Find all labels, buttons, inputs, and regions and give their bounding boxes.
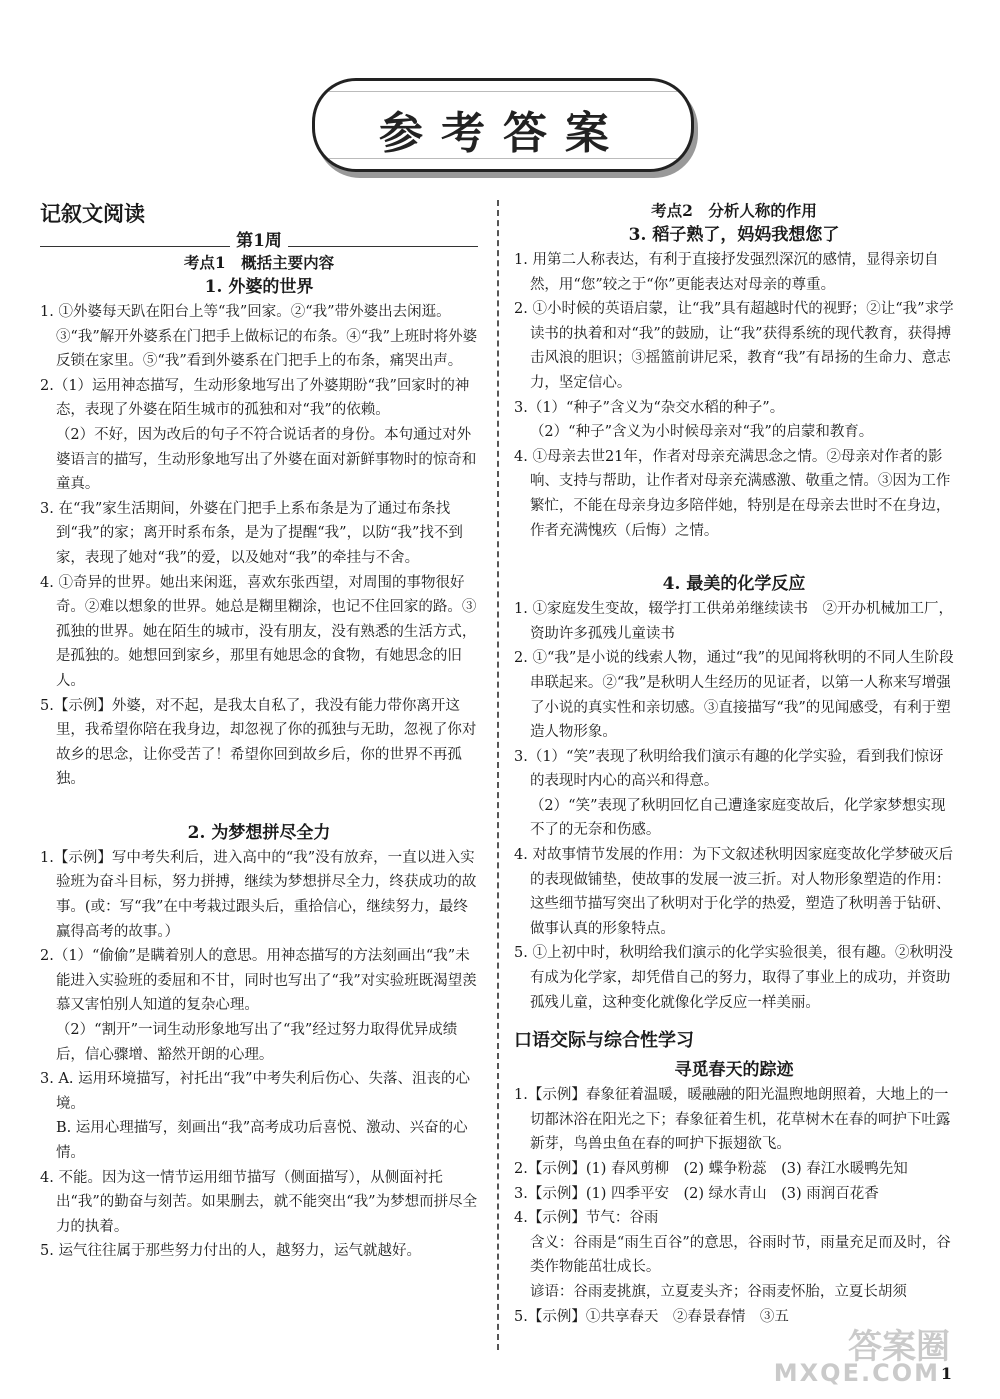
week-label: 第1周: [236, 231, 282, 251]
answer-paragraph: 3. 在“我”家生活期间，外婆在门把手上系布条是为了通过布条找到“我”的家；离开时系布条，是为了提醒“我”，以防“我”找不到家，表现了她对“我”的爱，以及她对“我”的牵挂与不舍。: [40, 500, 463, 566]
answer-paragraph: 5. 运气往往属于那些努力付出的人，越努力，运气就越好。: [40, 1243, 421, 1260]
article-title-1: 1. 外婆的世界: [204, 277, 314, 297]
article-title-3: 3. 稻子熟了，妈妈我想您了: [628, 225, 840, 245]
answer-paragraph: 3. A. 运用环境描写，衬托出“我”中考失利后伤心、失落、沮丧的心境。: [40, 1071, 470, 1112]
answer-paragraph: 3.【示例】(1) 四季平安 (2) 绿水青山 (3) 雨润百花香: [514, 1185, 879, 1202]
week-rule-left: [40, 236, 230, 247]
answer-paragraph: 2.（1）运用神态描写，生动形象地写出了外婆期盼“我”回家时的神态，表现了外婆在陌生城市的孤独和对“我”的依赖。: [40, 377, 470, 419]
left-column: [40, 200, 478, 1264]
title-box: [312, 78, 694, 172]
answer-paragraph: 5. ①上初中时，秋明给我们演示的化学实验很美，很有趣。②秋明没有成为化学家，却凭借自己的努力，取得了事业上的成功，并资助孤残儿童，这种变化就像化学反应一样美丽。: [514, 945, 953, 1011]
answer-paragraph: 5.【示例】①共享春天 ②春景春情 ③五: [514, 1308, 789, 1325]
answer-paragraph: 谚语：谷雨麦挑旗，立夏麦头齐；谷雨麦怀胎，立夏长胡须: [529, 1283, 907, 1300]
kaodian-1: 考点1 概括主要内容: [183, 253, 335, 272]
answer-paragraph: 4. 对故事情节发展的作用：为下文叙述秋明因家庭变故化学梦破灭后的表现做铺垫，使故事的发展一波三折。对人物形象塑造的作用：这些细节描写突出了秋明对于化学的热爱，塑造了秋明善于钻研、做事认真的形象特点。: [514, 847, 953, 937]
answer-paragraph: 3.（1）“种子”含义为“杂交水稻的种子”。: [514, 399, 785, 416]
answer-paragraph: 1.【示例】春象征着温暖，暖融融的阳光温煦地朗照着，大地上的一切都沐浴在阳光之下；春象征着生机，花草树木在春的呵护下吐露新芽，鸟兽虫鱼在春的呵护下振翅欲飞。: [514, 1087, 951, 1153]
answer-paragraph: 4.【示例】节气：谷雨: [514, 1210, 659, 1227]
article-title-4: 4. 最美的化学反应: [662, 574, 806, 595]
column-divider: [497, 200, 499, 1350]
answer-paragraph: 含义：谷雨是“雨生百谷”的意思，谷雨时节，雨量充足而及时，谷类作物能茁壮成长。: [529, 1234, 951, 1276]
right-column: [514, 200, 954, 1329]
article-title-2: 2. 为梦想拼尽全力: [187, 822, 331, 843]
answer-paragraph: （2）“割开”一词生动形象地写出了“我”经过努力取得优异成绩后，信心骤增、豁然开朗的心理。: [55, 1022, 458, 1063]
answer-paragraph: （2）“笑”表现了秋明回忆自己遭逢家庭变故后，化学家梦想实现不了的无奈和伤感。: [529, 797, 946, 839]
kaodian-2: 考点2 分析人称的作用: [651, 201, 817, 220]
answer-paragraph: 4. ①奇异的世界。她出来闲逛，喜欢东张西望，对周围的事物很好奇。②难以想象的世界。她总是糊里糊涂，也记不住回家的路。③孤独的世界。她在陌生的城市，没有朋友，没有熟悉的生活方式，是孤独的。她想回到家乡，那里有她思念的食物，有她思念的旧人。: [40, 574, 477, 689]
answer-paragraph: 3.（1）“笑”表现了秋明给我们演示有趣的化学实验，看到我们惊讶的表现时内心的高兴和得意。: [514, 748, 944, 790]
watermark-logo-text: 答案圈: [848, 1327, 950, 1367]
spacer: [514, 1015, 954, 1027]
answer-paragraph: 4. ①母亲去世21年，作者对母亲充满思念之情。②母亲对作者的影响、支持与帮助，让作者对母亲充满感激、敬重之情。③因为工作繁忙，不能在母亲身边多陪伴她，特别是在母亲去世时不在身边，作者充满愧疚（后悔）之情。: [514, 448, 951, 539]
page-title: 参考答案: [379, 108, 627, 159]
week-bar: [40, 230, 478, 252]
answer-paragraph: 2.（1）“偷偷”是瞒着别人的意思。用神态描写的方法刻画出“我”未能进入实验班的委屈和不甘，同时也写出了“我”对实验班既渴望羡慕又害怕别人知道的复杂心理。: [40, 948, 477, 1014]
week-rule-right: [288, 236, 478, 247]
answer-paragraph: B. 运用心理描写，刻画出“我”高考成功后喜悦、激动、兴奋的心情。: [55, 1120, 468, 1161]
answer-paragraph: 2.【示例】(1) 春风剪柳 (2) 蝶争粉蕊 (3) 春江水暖鸭先知: [514, 1161, 908, 1177]
watermark: [770, 1319, 960, 1391]
section-title-narrative: 记叙文阅读: [40, 202, 145, 226]
answer-paragraph: （2）“种子”含义为小时候母亲对“我”的启蒙和教育。: [529, 424, 874, 441]
answer-paragraph: 1. 用第二人称表达，有利于直接抒发强烈深沉的感情，显得亲切自然，用“您”较之于“你”更能表达对母亲的尊重。: [514, 252, 939, 293]
answer-paragraph: 2. ①“我”是小说的线索人物，通过“我”的见闻将秋明的不同人生阶段串联起来。②“我”是秋明人生经历的见证者，以第一人称来写增强了小说的真实性和亲切感。③直接描写“我”的见闻感受，有利于塑造人物形象。: [514, 650, 954, 741]
watermark-url: MXQE.COM: [773, 1359, 940, 1387]
page-number: 1: [940, 1364, 952, 1383]
section-title-oral: 口语交际与综合性学习: [514, 1030, 694, 1052]
answer-paragraph: 1. ①外婆每天趴在阳台上等“我”回家。②“我”带外婆出去闲逛。③“我”解开外婆系在门把手上做标记的布条。④“我”上班时将外婆反锁在家里。⑤“我”看到外婆系在门把手上的布条，痛哭出声。: [40, 304, 478, 370]
answer-paragraph: （2）不好，因为改后的句子不符合说话者的身份。本句通过对外婆语言的描写，生动形象地写出了外婆在面对新鲜事物时的惊奇和童真。: [55, 426, 477, 493]
answer-paragraph: 4. 不能。因为这一情节运用细节描写（侧面描写），从侧面衬托出“我”的勤奋与刻苦。如果删去，就不能突出“我”为梦想而拼尽全力的执着。: [40, 1169, 478, 1235]
article-title-5: 寻觅春天的踪迹: [674, 1060, 794, 1081]
answer-paragraph: 1.【示例】写中考失利后，进入高中的“我”没有放弃，一直以进入实验班为奋斗目标，努力拼搏，继续为梦想拼尽全力，终获成功的故事。(或：写“我”在中考栽过跟头后，重拾信心，继续努力，最终赢得高考的故事。）: [40, 849, 477, 940]
answer-paragraph: 2. ①小时候的英语启蒙，让“我”具有超越时代的视野；②让“我”求学读书的执着和对“我”的鼓励，让“我”获得系统的现代教育，获得搏击风浪的胆识；③摇篮前讲尼采，教育“我”有昂扬的生命力、意志力，坚定信心。: [514, 301, 954, 391]
answer-paragraph: 1. ①家庭发生变故，辍学打工供弟弟继续读书 ②开办机械加工厂，资助许多孤残儿童读书: [514, 601, 953, 642]
answer-paragraph: 5.【示例】外婆，对不起，是我太自私了，我没有能力带你离开这里，我希望你陪在我身边，却忽视了你的孤独与无助，忽视了你对故乡的思念，让你受苦了！希望你回到故乡后，你的世界不再孤独。: [40, 697, 477, 788]
